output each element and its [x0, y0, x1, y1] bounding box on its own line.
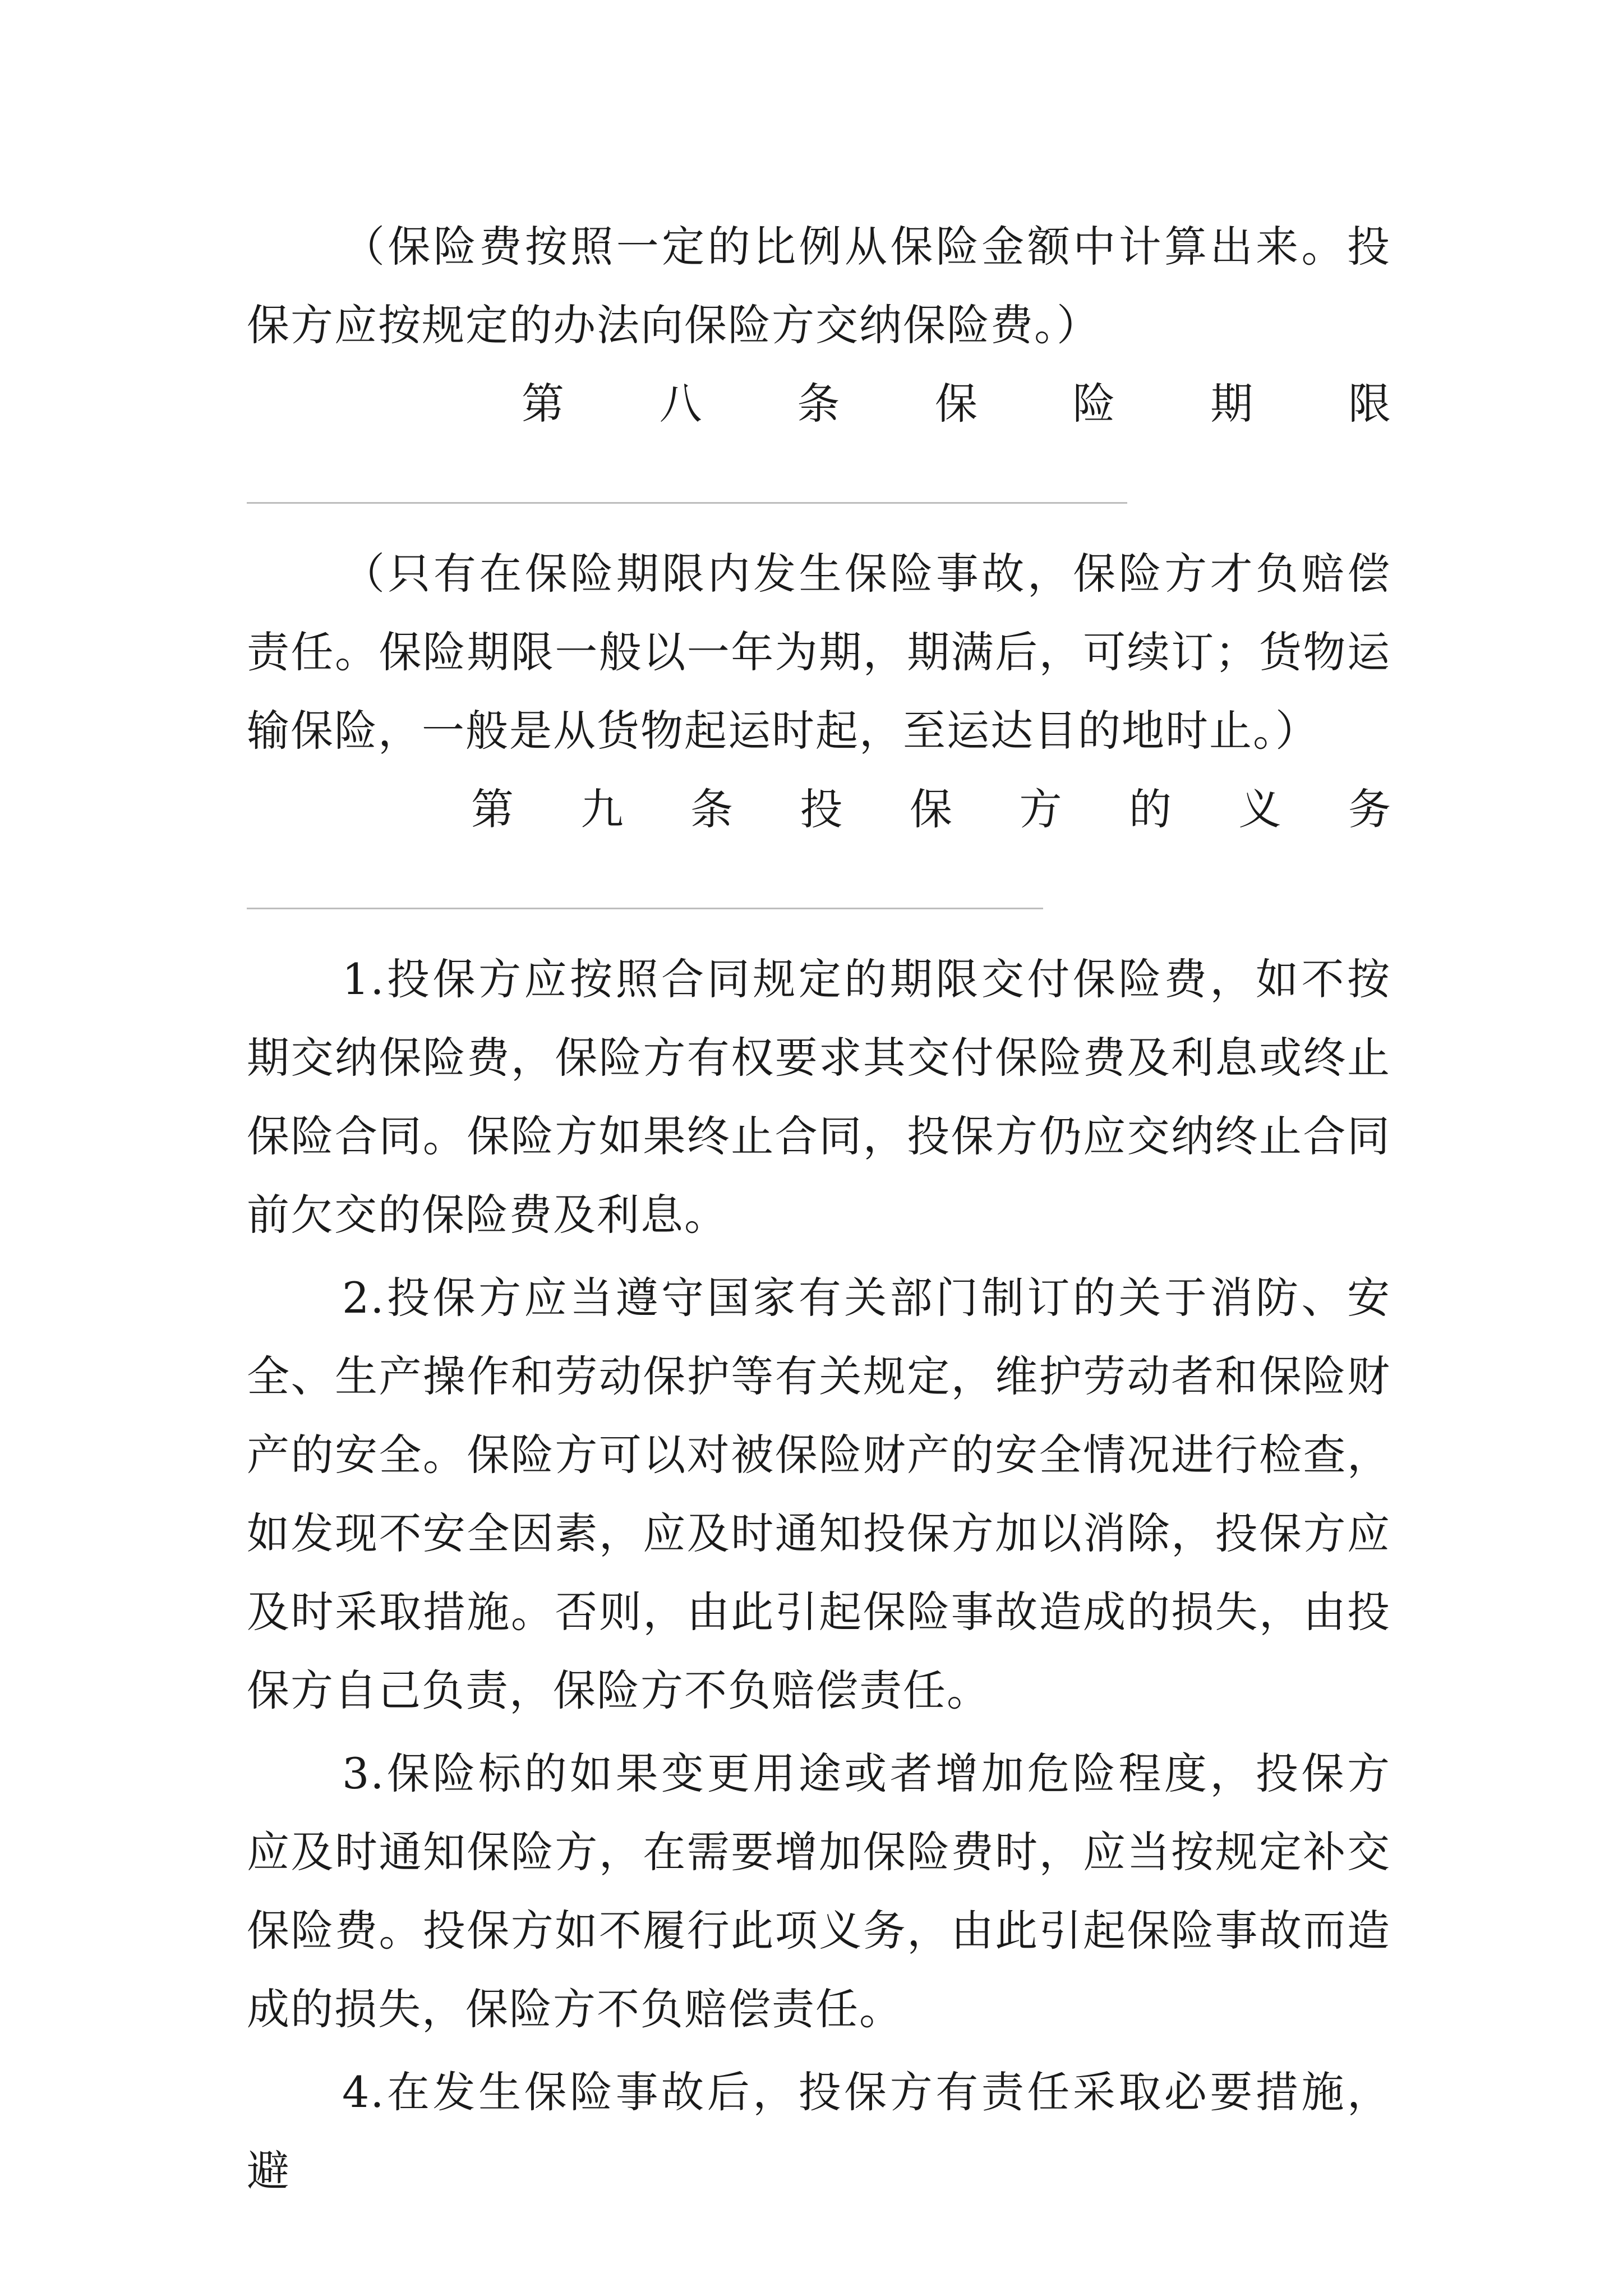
article8-heading-char: 八 [659, 379, 702, 429]
article8-heading-char: 保 [934, 379, 978, 429]
article9-heading-char: 保 [910, 784, 952, 834]
article9-heading-char: 的 [1129, 784, 1172, 834]
article8-heading-char: 条 [797, 379, 840, 429]
article9-item-1: 1.投保方应按照合同规定的期限交付保险费，如不按期交纳保险费，保险方有权要求其交付保险费及利息或终止保险合同。保险方如果终止合同，投保方仍应交纳终止合同前欠交的保险费及利息。 [247, 954, 1391, 1240]
article9-fill-line [247, 908, 1043, 909]
article8-heading-char: 限 [1348, 379, 1391, 429]
article9-heading-char: 方 [1019, 784, 1062, 834]
paragraph-gap [247, 2049, 1391, 2053]
article9-heading-char: 义 [1238, 784, 1281, 834]
article9-item-2: 2.投保方应当遵守国家有关部门制订的关于消防、安全、生产操作和劳动保护等有关规定，维护劳动者和保险财产的安全。保险方可以对被保险财产的安全情况进行检查，如发现不安全因素，应及时通知投保方加以消除，投保方应及时采取措施。否则，由此引起保险事故造成的损失，由投保方自己负责，保险方不负赔偿责任。 [247, 1273, 1391, 1715]
article9-item-3: 3.保险标的如果变更用途或者增加危险程度，投保方应及时通知保险方，在需要增加保险费时，应当按规定补交保险费。投保方如不履行此项义务，由此引起保险事故而造成的损失，保险方不负赔偿责任。 [247, 1749, 1391, 2034]
article8-note: （只有在保险期限内发生保险事故，保险方才负赔偿责任。保险期限一般以一年为期，期满后，可续订；货物运输保险，一般是从货物起运时起，至运达目的地时止。） [247, 549, 1391, 756]
article9-heading-char: 九 [580, 784, 624, 834]
article8-fill-line [247, 502, 1127, 504]
article9-heading-char: 务 [1348, 784, 1391, 834]
paragraph-gap [247, 1730, 1391, 1734]
article9-item-4: 4.在发生保险事故后，投保方有责任采取必要措施，避 [247, 2067, 1391, 2196]
article9-heading-char: 第 [471, 784, 514, 834]
article9-heading [471, 770, 1391, 849]
article8-heading-char: 第 [522, 379, 564, 429]
document-page [247, 208, 1391, 2210]
paragraph-gap [247, 1254, 1391, 1259]
article8-heading-char: 险 [1072, 379, 1115, 429]
article8-heading [522, 365, 1391, 443]
article8-heading-char: 期 [1210, 379, 1253, 429]
article9-heading-char: 投 [800, 784, 843, 834]
article9-heading-char: 条 [690, 784, 733, 834]
article7-note: （保险费按照一定的比例从保险金额中计算出来。投保方应按规定的办法向保险方交纳保险费。） [247, 222, 1391, 350]
